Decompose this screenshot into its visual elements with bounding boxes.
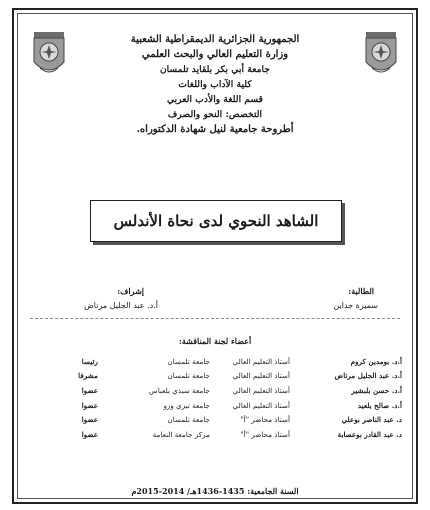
ministry-line: وزارة التعليم العالي والبحث العلمي [141, 49, 289, 60]
specialty-line: التخصص: النحو والصرف [167, 109, 263, 120]
table-row [26, 412, 402, 427]
table-row [26, 354, 402, 369]
member-name: أ.د. بومدين كروم [350, 356, 402, 366]
member-role: عضوا [81, 385, 98, 395]
member-rank: أستاذ التعليم العالي [232, 371, 290, 381]
member-institution: جامعة تيزي وزو [163, 400, 210, 410]
degree-line: أطروحة جامعية لنيل شهادة الدكتوراه. [136, 124, 294, 135]
member-role: مشرفا [78, 371, 98, 381]
member-institution: جامعة سيدي بلعباس [149, 385, 210, 395]
student-name: سميرة جداين [333, 301, 378, 310]
student-label: الطالبة: [348, 286, 374, 296]
header-block [70, 32, 360, 137]
member-rank: أستاذ محاضر "أ" [240, 429, 290, 439]
member-rank: أستاذ التعليم العالي [232, 356, 290, 366]
thesis-title: الشاهد النحوي لدى نحاة الأندلس [90, 200, 342, 242]
member-name: د. عبد القادر بوعصابة [337, 429, 402, 439]
table-row [26, 369, 402, 384]
academic-year: السنة الجامعية: 1435-1436هـ/ 2014-2015م [131, 486, 299, 496]
member-institution: جامعة تلمسان [167, 371, 210, 381]
member-name: أ.د. حسن بلبشير [351, 385, 402, 395]
table-row [26, 398, 402, 413]
member-role: عضوا [81, 415, 98, 425]
table-row [26, 427, 402, 442]
supervisor-name: أ.د. عبد الجليل مرتاض [84, 301, 158, 310]
table-row [26, 383, 402, 398]
member-name: د. عبد الناصر بوعلي [341, 415, 402, 425]
faculty-line: كلية الآداب واللغات [178, 79, 252, 90]
department-line: قسم اللغة والأدب العربي [166, 94, 264, 105]
supervisor-label: إشراف: [117, 286, 144, 296]
committee-heading: أعضاء لجنة المناقشة: [178, 336, 252, 346]
member-rank: أستاذ محاضر "أ" [240, 415, 290, 425]
member-name: أ.د. عبد الجليل مرتاض [334, 371, 402, 381]
university-emblem-icon [362, 32, 400, 80]
member-name: أ.د. صالح بلعيد [357, 400, 402, 410]
member-rank: أستاذ التعليم العالي [232, 400, 290, 410]
member-institution: جامعة تلمسان [167, 356, 210, 366]
divider [30, 318, 400, 319]
republic-line: الجمهورية الجزائرية الديمقراطية الشعبية [130, 34, 300, 45]
university-line: جامعة أبي بكر بلقايد تلمسان [159, 64, 271, 75]
member-institution: جامعة تلمسان [167, 415, 210, 425]
committee-table [26, 354, 402, 442]
member-institution: مركز جامعة النعامة [152, 429, 210, 439]
member-rank: أستاذ التعليم العالي [232, 385, 290, 395]
member-role: عضوا [81, 429, 98, 439]
member-role: رئيسا [81, 356, 98, 366]
university-emblem-icon [30, 32, 68, 80]
member-role: عضوا [81, 400, 98, 410]
